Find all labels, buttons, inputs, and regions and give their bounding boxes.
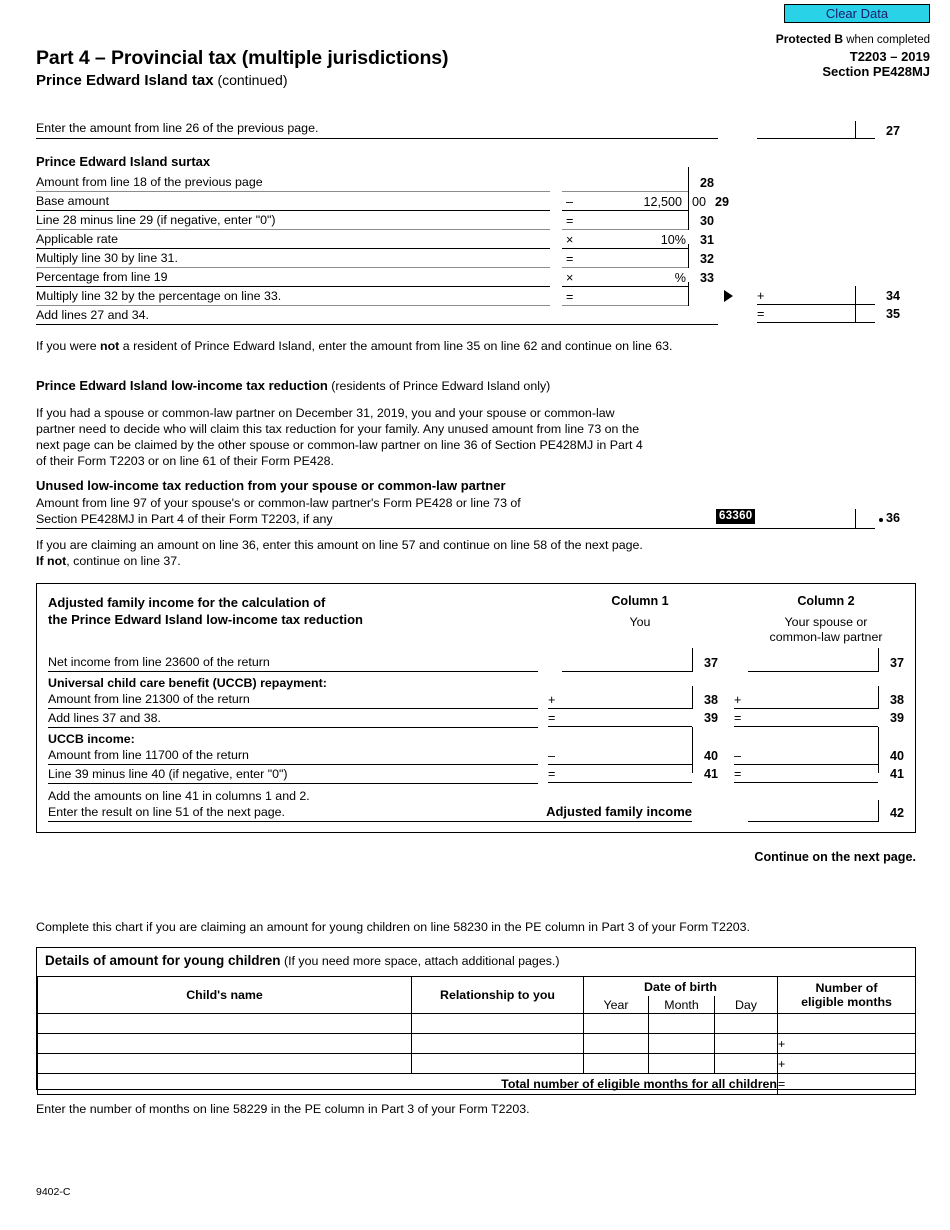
surtax-row-label: Multiply line 30 by line 31. xyxy=(36,251,178,265)
low-income-para-line2: partner need to decide who will claim this tax reduction for your family. Any unused amount from line 73 on the xyxy=(36,422,640,436)
afi-row-number-col1: 40 xyxy=(704,749,719,763)
surtax-row-label: Percentage from line 19 xyxy=(36,270,168,284)
line-27-label: Enter the amount from line 26 of the previous page. xyxy=(36,121,319,135)
header-right-block xyxy=(776,32,930,80)
surtax-amount-field-30[interactable] xyxy=(586,214,682,228)
afi-col2-rule-41 xyxy=(734,782,878,783)
surtax-cents-29: 00 xyxy=(692,195,707,209)
line-27-label-rule xyxy=(36,138,718,139)
surtax-amount-field-32[interactable] xyxy=(586,252,682,266)
afi-row-rule xyxy=(48,708,538,709)
afi-col2-operator-38: + xyxy=(734,693,742,707)
children-details-panel xyxy=(36,947,916,1090)
protected-b-bold: Protected B xyxy=(775,32,844,46)
line-36-cents-divider xyxy=(855,509,856,529)
footer-form-code: 9402-C xyxy=(36,1186,71,1198)
claim-note-rest: , continue on line 37. xyxy=(66,554,181,568)
form-section: Section PE428MJ xyxy=(822,64,930,79)
afi-col1-rule-37 xyxy=(562,671,692,672)
surtax-row-number: 29 xyxy=(715,195,730,209)
cell-month[interactable] xyxy=(649,1054,715,1074)
cell-eligible-months[interactable]: + xyxy=(778,1054,916,1074)
children-total-value[interactable]: = xyxy=(778,1074,916,1095)
header-date-of-birth: Date of birth xyxy=(584,977,778,997)
afi-col1-field-39[interactable] xyxy=(566,712,662,726)
afi-column1-title: Column 1 xyxy=(611,594,669,608)
cell-relationship[interactable] xyxy=(412,1054,584,1074)
claim-note-bold: If not xyxy=(36,554,67,568)
afi-total-field-42[interactable] xyxy=(752,807,848,821)
surtax-row-rule xyxy=(36,248,550,249)
afi-col2-rule-38 xyxy=(734,708,878,709)
afi-column2-subtitle-line2: common-law partner xyxy=(769,630,883,644)
surtax-operator: = xyxy=(566,290,574,304)
header-year: Year xyxy=(584,996,649,1014)
form-number: T2203 – 2019 xyxy=(849,48,930,64)
surtax-operator: = xyxy=(566,214,574,228)
afi-row-number-col2: 41 xyxy=(890,767,905,781)
surtax-value-31: 10% xyxy=(660,233,686,247)
afi-total-rule-42 xyxy=(748,821,878,822)
note-post: a resident of Prince Edward Island, enter the amount from line 35 on line 62 and continue on line 63. xyxy=(119,339,673,353)
unused-reduction-heading: Unused low-income tax reduction from your spouse or common-law partner xyxy=(36,478,506,493)
children-total-label: Total number of eligible months for all children xyxy=(38,1074,778,1095)
cell-year[interactable] xyxy=(584,1054,649,1074)
afi-row-number-col2: 40 xyxy=(890,749,905,763)
line-27-number: 27 xyxy=(886,124,901,138)
afi-row-number-col2: 38 xyxy=(890,693,905,707)
not-resident-note xyxy=(36,338,672,354)
children-caption xyxy=(45,953,559,968)
clear-data-button[interactable]: Clear Data xyxy=(784,4,930,23)
header-eligible-months-line2: eligible months xyxy=(801,995,892,1009)
surtax-amount-rule xyxy=(562,286,688,287)
afi-total-note-line2: Enter the result on line 51 of the next page. xyxy=(48,805,285,819)
cell-eligible-months[interactable] xyxy=(778,1014,916,1034)
afi-total-rule-left xyxy=(48,821,692,822)
surtax-row-label: Applicable rate xyxy=(36,232,118,246)
surtax-operator: × xyxy=(566,271,574,285)
afi-total-number: 42 xyxy=(890,806,905,820)
carry-operator-35: = xyxy=(757,307,765,321)
line-27-amount-rule xyxy=(757,138,875,139)
cell-year[interactable] xyxy=(584,1014,649,1034)
cell-day[interactable] xyxy=(715,1034,778,1054)
afi-col1-operator-41: = xyxy=(548,767,556,781)
surtax-row-number: 33 xyxy=(700,271,715,285)
note-pre: If you were xyxy=(36,339,101,353)
afi-col2-rule-39 xyxy=(734,726,878,727)
surtax-row-rule xyxy=(36,229,550,230)
line-35-number: 35 xyxy=(886,307,901,321)
afi-uccb-repayment-heading: Universal child care benefit (UCCB) repayment: xyxy=(48,676,327,690)
afi-col2-divider-40 xyxy=(878,751,879,773)
afi-col2-rule-37 xyxy=(748,671,878,672)
header-day: Day xyxy=(715,996,778,1014)
children-caption-rest: (If you need more space, attach additional pages.) xyxy=(280,954,560,968)
afi-total-label: Adjusted family income xyxy=(546,804,692,819)
afi-col1-divider-38 xyxy=(692,686,693,709)
surtax-row-rule xyxy=(36,210,550,211)
afi-col2-field-41[interactable] xyxy=(752,768,848,782)
afi-col2-divider-37 xyxy=(878,648,879,672)
surtax-row-rule xyxy=(36,191,550,192)
surtax-row-rule xyxy=(36,286,550,287)
line-34-amount-field[interactable] xyxy=(775,290,853,304)
protected-b-label xyxy=(776,32,930,49)
cell-eligible-months[interactable]: + xyxy=(778,1034,916,1054)
afi-col1-operator-39: = xyxy=(548,711,556,725)
afi-col2-divider-38 xyxy=(878,686,879,709)
carry-operator-34: + xyxy=(757,289,765,303)
afi-col2-operator-39: = xyxy=(734,711,742,725)
continue-next-page-note: Continue on the next page. xyxy=(754,850,916,864)
afi-col2-rule-40 xyxy=(734,764,878,765)
surtax-row-number: 32 xyxy=(700,252,715,266)
protected-b-rest: when completed xyxy=(843,34,930,46)
cell-year[interactable] xyxy=(584,1034,649,1054)
surtax-row-label: Line 28 minus line 29 (if negative, enter "0") xyxy=(36,213,276,227)
afi-column2-subtitle-line1: Your spouse or xyxy=(784,615,868,629)
surtax-row-label: Amount from line 18 of the previous page xyxy=(36,175,263,189)
low-income-para-line4: of their Form T2203 or on line 61 of their Form PE428. xyxy=(36,454,334,468)
line-35-amount-field[interactable] xyxy=(775,308,853,322)
surtax-row-rule xyxy=(36,324,718,325)
surtax-heading: Prince Edward Island surtax xyxy=(36,154,211,169)
surtax-cents-divider-30 xyxy=(688,206,689,230)
surtax-row-number: 28 xyxy=(700,176,715,190)
cell-day[interactable] xyxy=(715,1014,778,1034)
cell-relationship[interactable] xyxy=(412,1014,584,1034)
page-subtitle-bold: Prince Edward Island tax xyxy=(36,72,214,89)
afi-total-note-line1: Add the amounts on line 41 in columns 1 and 2. xyxy=(48,789,310,803)
afi-col2-field-39[interactable] xyxy=(752,712,848,726)
carry-rule-34 xyxy=(757,304,875,305)
cell-child-name[interactable] xyxy=(38,1034,412,1054)
line-27-cents-divider xyxy=(855,121,856,139)
surtax-row-rule xyxy=(36,305,550,306)
line-34-number: 34 xyxy=(886,289,901,303)
afi-col1-operator-38: + xyxy=(548,693,556,707)
afi-col2-operator-40: – xyxy=(734,749,742,763)
afi-row-label: Amount from line 11700 of the return xyxy=(48,748,249,762)
low-income-heading xyxy=(36,378,550,393)
carry-rule-35 xyxy=(757,322,875,323)
children-closing-note: Enter the number of months on line 58229 in the PE column in Part 3 of your Form T2203. xyxy=(36,1102,530,1116)
afi-col2-operator-41: = xyxy=(734,767,742,781)
children-intro-note: Complete this chart if you are claiming an amount for young children on line 58230 in the PE column in Part 3 of your Form T2203. xyxy=(36,920,750,934)
surtax-row-rule xyxy=(36,267,550,268)
children-table xyxy=(37,976,916,1095)
surtax-row-label: Base amount xyxy=(36,194,110,208)
afi-row-label: Add lines 37 and 38. xyxy=(48,711,161,725)
surtax-amount-field-28[interactable] xyxy=(566,176,684,190)
low-income-para-line1: If you had a spouse or common-law partner on December 31, 2019, you and your spouse or common-law xyxy=(36,406,615,420)
line-27-amount-field[interactable] xyxy=(757,124,857,138)
surtax-amount-rule xyxy=(562,229,688,230)
afi-row-label: Net income from line 23600 of the return xyxy=(48,655,270,669)
header-relationship: Relationship to you xyxy=(412,977,584,1014)
claim-note-line1: If you are claiming an amount on line 36, enter this amount on line 57 and continue on line 58 of the next page. xyxy=(36,538,643,552)
line-36-number: 36 xyxy=(886,511,901,525)
page-subtitle-cont: (continued) xyxy=(213,72,288,88)
table-row xyxy=(38,1034,916,1054)
afi-col1-divider-37 xyxy=(692,648,693,672)
afi-row-label: Amount from line 21300 of the return xyxy=(48,692,250,706)
line-36-rule xyxy=(36,528,875,529)
afi-col1-divider-40 xyxy=(692,751,693,773)
surtax-row-number: 30 xyxy=(700,214,715,228)
page-title: Part 4 – Provincial tax (multiple jurisdictions) xyxy=(36,47,449,69)
afi-row-number-col1: 37 xyxy=(704,656,719,670)
afi-row-number-col1: 38 xyxy=(704,693,719,707)
table-row xyxy=(38,1054,916,1074)
cell-month[interactable] xyxy=(649,1014,715,1034)
cell-month[interactable] xyxy=(649,1034,715,1054)
note-bold: not xyxy=(100,339,120,353)
afi-total-divider-42 xyxy=(878,800,879,822)
afi-col1-divider-mid xyxy=(692,727,693,751)
surtax-amount-rule xyxy=(562,305,688,306)
afi-title-line2: the Prince Edward Island low-income tax reduction xyxy=(48,612,363,627)
header-eligible-months xyxy=(778,977,916,1014)
header-eligible-months-line1: Number of xyxy=(815,981,878,995)
unused-reduction-line2: Section PE428MJ in Part 4 of their Form T2203, if any xyxy=(36,512,333,526)
line-36-field-code: 63360 xyxy=(716,509,755,524)
page-subtitle xyxy=(36,72,288,89)
afi-row-label: Line 39 minus line 40 (if negative, enter "0") xyxy=(48,767,288,781)
surtax-operator: × xyxy=(566,233,574,247)
children-caption-bold: Details of amount for young children xyxy=(45,953,281,968)
surtax-cents-divider-34 xyxy=(688,282,689,306)
afi-row-number-col1: 41 xyxy=(704,767,719,781)
surtax-row-label: Multiply line 32 by the percentage on line 33. xyxy=(36,289,282,303)
afi-col1-field-41[interactable] xyxy=(566,768,662,782)
line-35-cents-divider xyxy=(855,304,856,322)
afi-row-rule xyxy=(48,783,538,784)
afi-col2-field-38[interactable] xyxy=(752,694,848,708)
low-income-heading-bold: Prince Edward Island low-income tax reduction xyxy=(36,378,328,393)
cell-child-name[interactable] xyxy=(38,1054,412,1074)
afi-row-number-col2: 37 xyxy=(890,656,905,670)
cell-child-name[interactable] xyxy=(38,1014,412,1034)
line-36-bullet-icon xyxy=(879,518,883,522)
table-header-row xyxy=(38,977,916,997)
table-row xyxy=(38,1014,916,1034)
surtax-row-label: Add lines 27 and 34. xyxy=(36,308,149,322)
afi-col1-rule-39 xyxy=(548,726,692,727)
afi-title-line1: Adjusted family income for the calculation of xyxy=(48,595,326,610)
cell-day[interactable] xyxy=(715,1054,778,1074)
afi-col2-field-37[interactable] xyxy=(752,657,848,671)
afi-col1-rule-38 xyxy=(548,708,692,709)
header-child-name: Child's name xyxy=(38,977,412,1014)
afi-row-rule xyxy=(48,764,538,765)
surtax-amount-rule xyxy=(562,267,688,268)
low-income-para-line3: next page can be claimed by the other spouse or common-law partner on line 36 of Section PE428MJ in Part 4 xyxy=(36,438,643,452)
afi-col1-field-38[interactable] xyxy=(566,694,662,708)
cell-relationship[interactable] xyxy=(412,1034,584,1054)
surtax-amount-rule xyxy=(562,248,688,249)
surtax-value-33[interactable]: % xyxy=(674,271,686,285)
afi-col1-field-37[interactable] xyxy=(566,657,662,671)
afi-col2-divider-mid xyxy=(878,727,879,751)
surtax-operator: – xyxy=(566,195,574,209)
surtax-amount-rule xyxy=(562,210,688,211)
surtax-amount-rule xyxy=(562,191,688,192)
surtax-amount-field-34a[interactable] xyxy=(586,290,682,304)
afi-column1-subtitle: You xyxy=(629,615,651,629)
afi-row-number-col2: 39 xyxy=(890,711,905,725)
afi-col1-operator-40: – xyxy=(548,749,556,763)
surtax-value-29: 12,500 xyxy=(643,195,682,209)
surtax-cents-divider-32 xyxy=(688,244,689,268)
unused-reduction-line1: Amount from line 97 of your spouse's or common-law partner's Form PE428 or line 73 of xyxy=(36,496,521,510)
afi-col1-field-40[interactable] xyxy=(566,750,662,764)
line-36-amount-field[interactable] xyxy=(772,512,852,527)
low-income-heading-rest: (residents of Prince Edward Island only) xyxy=(327,379,551,393)
afi-row-rule xyxy=(48,727,538,728)
carry-forward-arrow-icon xyxy=(724,290,733,302)
claim-note-line2 xyxy=(36,553,181,569)
header-month: Month xyxy=(649,996,715,1014)
afi-column2-title: Column 2 xyxy=(797,594,855,608)
afi-col2-field-40[interactable] xyxy=(752,750,848,764)
afi-uccb-income-heading: UCCB income: xyxy=(48,732,135,746)
surtax-operator: = xyxy=(566,252,574,266)
table-total-row xyxy=(38,1074,916,1095)
afi-col1-rule-41 xyxy=(548,782,692,783)
afi-row-number-col1: 39 xyxy=(704,711,719,725)
surtax-row-number: 31 xyxy=(700,233,715,247)
afi-row-rule xyxy=(48,671,538,672)
line-34-cents-divider xyxy=(855,286,856,304)
afi-col1-rule-40 xyxy=(548,764,692,765)
